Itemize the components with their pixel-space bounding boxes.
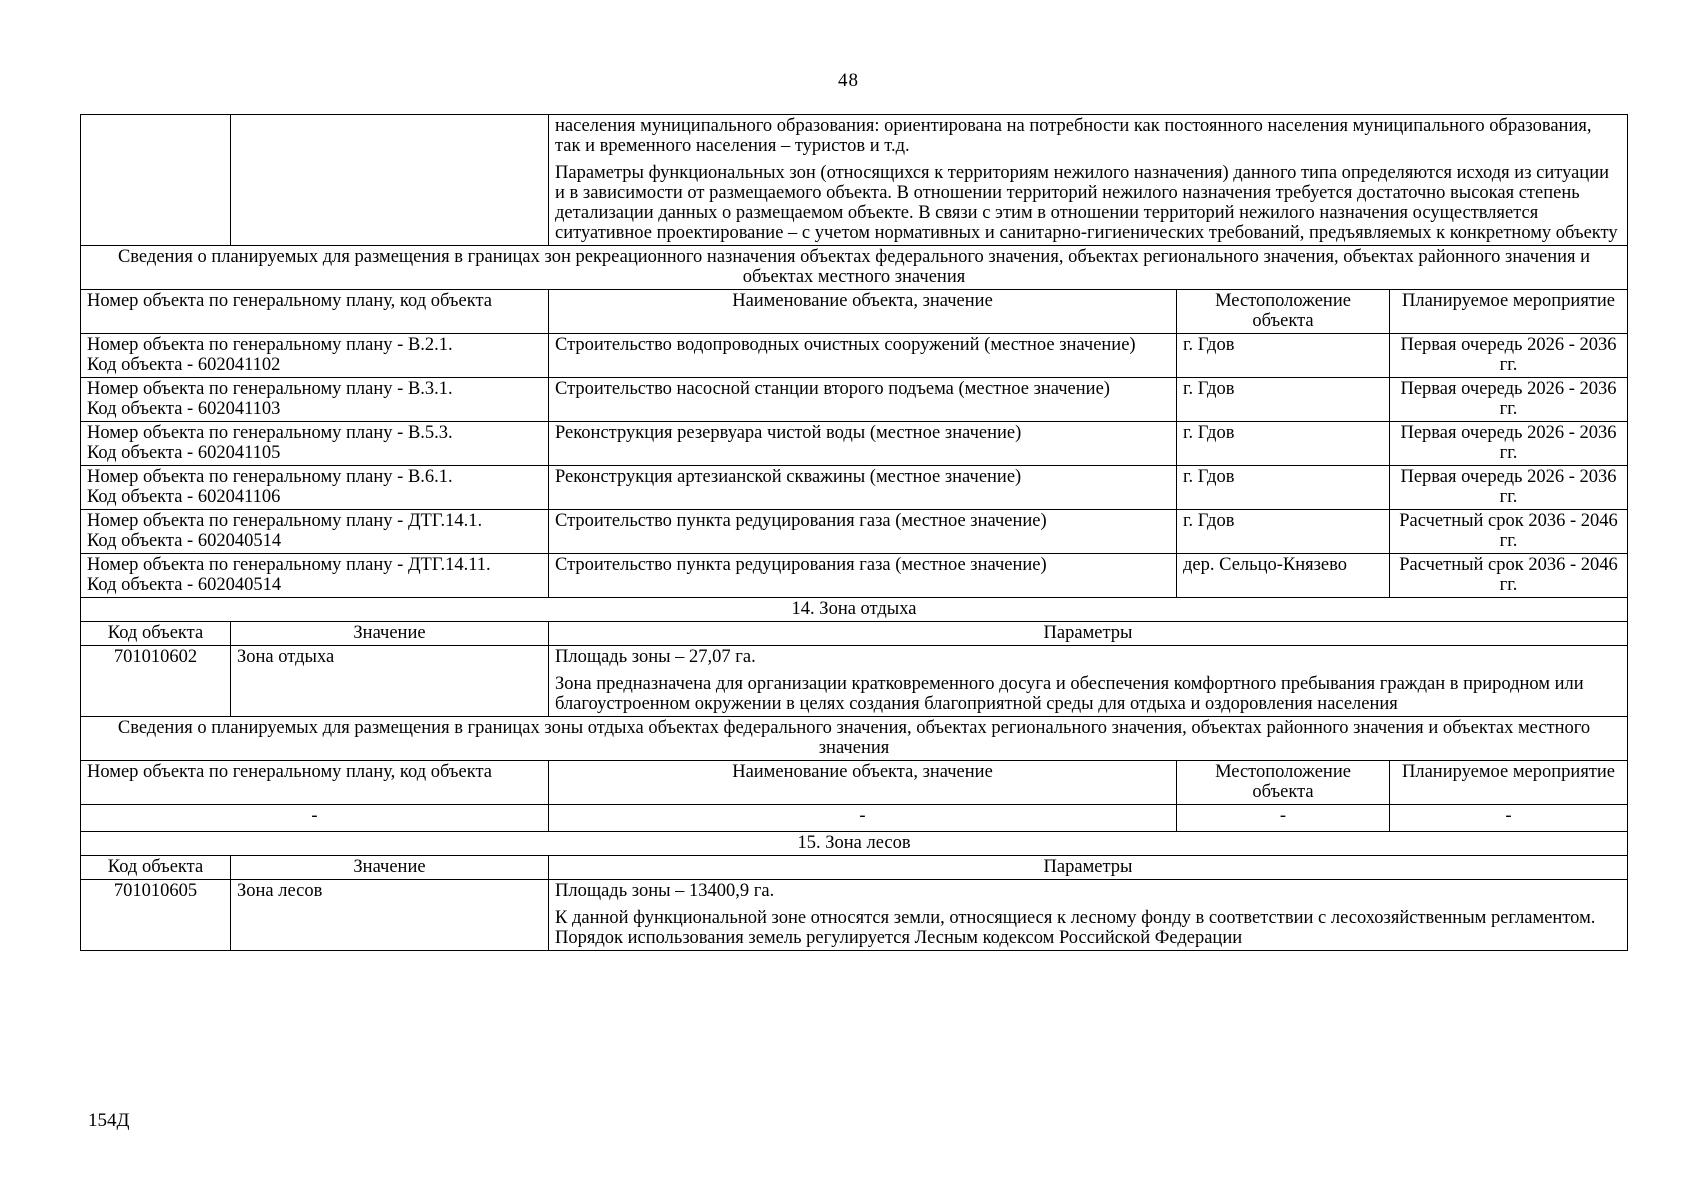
zone-code: 701010602 <box>81 646 231 717</box>
object-name: Строительство пункта редуцирования газа (местное значение) <box>549 510 1177 554</box>
code-cell-empty <box>81 115 231 246</box>
footer-code: 154Д <box>88 1110 130 1131</box>
params-text: Площадь зоны – 27,07 га. <box>555 647 756 667</box>
object-code: Код объекта - 602041106 <box>87 487 281 507</box>
params-cell <box>549 646 1628 717</box>
object-event: Расчетный срок 2036 - 2046 гг. <box>1390 554 1628 598</box>
column-header-location: Местоположение объекта <box>1177 761 1390 805</box>
zone-title-row <box>81 832 1628 856</box>
object-number: Номер объекта по генеральному плану - В.6.1. <box>87 467 453 487</box>
object-location: г. Гдов <box>1177 510 1390 554</box>
column-header-number: Номер объекта по генеральному плану, код объекта <box>81 290 549 334</box>
params-cell <box>549 115 1628 246</box>
object-name: Реконструкция артезианской скважины (местное значение) <box>549 466 1177 510</box>
object-event: Первая очередь 2026 - 2036 гг. <box>1390 378 1628 422</box>
table-row <box>81 115 1628 246</box>
zones-table <box>80 114 1628 951</box>
section-heading: Сведения о планируемых для размещения в границах зоны отдыха объектах федерального значения, объектах регионального значения, объектах районного значения и объектах местного значения <box>81 717 1628 761</box>
object-event: Первая очередь 2026 - 2036 гг. <box>1390 466 1628 510</box>
object-code: Код объекта - 602041103 <box>87 399 281 419</box>
header-row <box>81 290 1628 334</box>
column-header-location: Местоположение объекта <box>1177 290 1390 334</box>
table-row <box>81 334 1628 378</box>
table-row <box>81 880 1628 951</box>
object-number: Номер объекта по генеральному плану - В.2.1. <box>87 335 453 355</box>
object-number-cell <box>81 510 549 554</box>
column-header-value: Значение <box>231 856 549 880</box>
zone-title-row <box>81 598 1628 622</box>
object-number-cell <box>81 554 549 598</box>
section-heading-row <box>81 717 1628 761</box>
zone-title: 15. Зона лесов <box>81 832 1628 856</box>
table-row <box>81 554 1628 598</box>
params-text: Параметры функциональных зон (относящихся к территориям нежилого назначения) данного типа определяются исходя из ситуации и в зависимости от размещаемого объекта. В отношении территорий нежилого назначения требуется достаточно высокая степень детализации данных о размещаемом объекте. В связи с этим в отношении территорий нежилого назначения осуществляется ситуативное проектирование – с учетом нормативных и санитарно-гигиенических требований, предъявляемых к конкретному объекту <box>555 163 1618 243</box>
column-header-event: Планируемое мероприятие <box>1390 761 1628 805</box>
object-code: Код объекта - 602041105 <box>87 443 281 463</box>
params-text: Зона предназначена для организации кратковременного досуга и обеспечения комфортного пребывания граждан в природном или благоустроенном окружении в целях создания благоприятной среды для отдыха и оздоровления населения <box>555 674 1584 714</box>
column-header-params: Параметры <box>549 622 1628 646</box>
object-number: Номер объекта по генеральному плану - В.5.3. <box>87 423 453 443</box>
column-header-params: Параметры <box>549 856 1628 880</box>
header-row <box>81 761 1628 805</box>
object-number-cell <box>81 422 549 466</box>
column-header-number: Номер объекта по генеральному плану, код объекта <box>81 761 549 805</box>
value-cell-empty <box>231 115 549 246</box>
object-code: Код объекта - 602041102 <box>87 355 281 375</box>
header-row <box>81 622 1628 646</box>
header-row <box>81 856 1628 880</box>
table-row <box>81 466 1628 510</box>
zone-value: Зона лесов <box>231 880 549 951</box>
object-number: Номер объекта по генеральному плану - ДТГ.14.11. <box>87 555 491 575</box>
object-location: г. Гдов <box>1177 378 1390 422</box>
object-name: Строительство насосной станции второго подъема (местное значение) <box>549 378 1177 422</box>
params-text: К данной функциональной зоне относятся земли, относящиеся к лесному фонду в соответствии с лесохозяйственным регламентом. Порядок использования земель регулируется Лесным кодексом Российской Федерации <box>555 908 1596 948</box>
empty-cell: - <box>81 805 549 832</box>
object-number: Номер объекта по генеральному плану - В.3.1. <box>87 379 453 399</box>
object-name: Строительство водопроводных очистных сооружений (местное значение) <box>549 334 1177 378</box>
params-text: Площадь зоны – 13400,9 га. <box>555 881 775 901</box>
table-row <box>81 510 1628 554</box>
object-location: г. Гдов <box>1177 422 1390 466</box>
object-name: Строительство пункта редуцирования газа (местное значение) <box>549 554 1177 598</box>
zone-title: 14. Зона отдыха <box>81 598 1628 622</box>
section-heading: Сведения о планируемых для размещения в границах зон рекреационного назначения объектах федерального значения, объектах регионального значения, объектах районного значения и объектах местного значения <box>81 246 1628 290</box>
empty-cell: - <box>549 805 1177 832</box>
column-header-name: Наименование объекта, значение <box>549 290 1177 334</box>
object-code: Код объекта - 602040514 <box>87 531 282 551</box>
empty-cell: - <box>1177 805 1390 832</box>
column-header-event: Планируемое мероприятие <box>1390 290 1628 334</box>
empty-cell: - <box>1390 805 1628 832</box>
object-code: Код объекта - 602040514 <box>87 575 282 595</box>
object-event: Первая очередь 2026 - 2036 гг. <box>1390 422 1628 466</box>
column-header-code: Код объекта <box>81 622 231 646</box>
table-row <box>81 805 1628 832</box>
object-location: г. Гдов <box>1177 466 1390 510</box>
section-heading-row <box>81 246 1628 290</box>
table-row <box>81 422 1628 466</box>
params-cell <box>549 880 1628 951</box>
zone-value: Зона отдыха <box>231 646 549 717</box>
object-number-cell <box>81 466 549 510</box>
object-event: Расчетный срок 2036 - 2046 гг. <box>1390 510 1628 554</box>
params-text: населения муниципального образования: ориентирована на потребности как постоянного населения муниципального образования, так и временного населения – туристов и т.д. <box>555 116 1592 156</box>
zone-code: 701010605 <box>81 880 231 951</box>
object-name: Реконструкция резервуара чистой воды (местное значение) <box>549 422 1177 466</box>
table-row <box>81 646 1628 717</box>
column-header-value: Значение <box>231 622 549 646</box>
object-number: Номер объекта по генеральному плану - ДТГ.14.1. <box>87 511 483 531</box>
object-location: г. Гдов <box>1177 334 1390 378</box>
object-event: Первая очередь 2026 - 2036 гг. <box>1390 334 1628 378</box>
column-header-name: Наименование объекта, значение <box>549 761 1177 805</box>
object-number-cell <box>81 334 549 378</box>
object-number-cell <box>81 378 549 422</box>
column-header-code: Код объекта <box>81 856 231 880</box>
object-location: дер. Сельцо-Князево <box>1177 554 1390 598</box>
table-row <box>81 378 1628 422</box>
page-number: 48 <box>838 70 859 91</box>
